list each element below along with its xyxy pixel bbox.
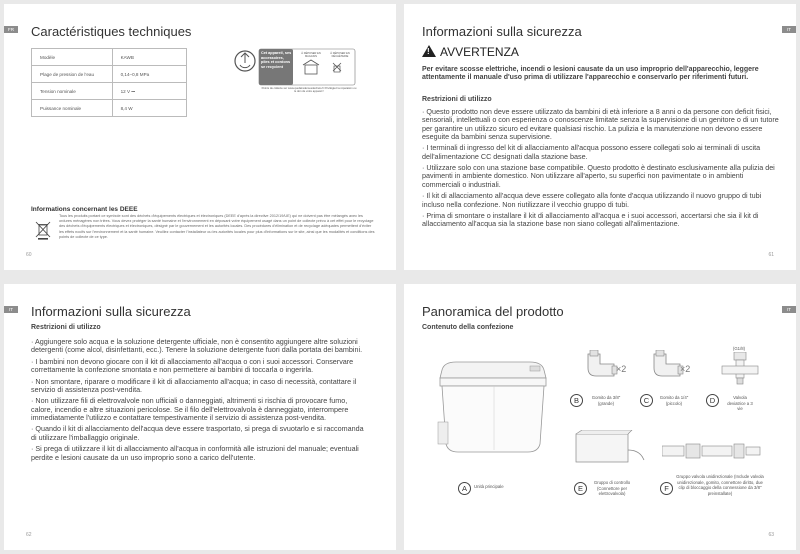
page-title: Informazioni sulla sicurezza (422, 24, 582, 39)
triman-recycling-logo (233, 43, 363, 97)
table-row: Puissance nominale 8,4 W (32, 100, 187, 117)
page-number: 63 (768, 532, 774, 538)
diverter-valve-illustration (720, 352, 760, 388)
page-title: Informazioni sulla sicurezza (31, 304, 191, 319)
warning-heading: ! AVVERTENZA (422, 45, 519, 59)
bullet-list (422, 108, 780, 232)
page-63 (404, 284, 796, 550)
list-item: · Quando il kit di allacciamento dell'acqua deve essere trasportato, si prega di svuotarlo e si raccomanda di utilizzare l'imballaggio originale. (31, 424, 364, 442)
warning-text: Per evitare scosse elettriche, incendi o lesioni causate da un uso improprio dell'apparecchio, leggere attentamente il manuale d'uso prima di utilizzare l'apparecchio e conservarlo per riferimenti futuri. (422, 66, 759, 81)
check-valve-label: Gruppo valvola unidirezionale (Include valvola unidirezionale, gomito, connettore diritto, due clip di bloccaggio della connessione da 3/8" preinstallate) (676, 474, 764, 496)
diverter-valve-label: Valvola deviatrice a 3 vie (727, 395, 753, 412)
deee-text: Tous les produits portant ce symbole sont des déchets d'équipements électriques et électroniques (DEEE d'après la directive 2012/19/UE) qui ne doivent pas être mélangés avec les ordures ménagères non triées. Vous devez protéger la santé humaine et l'environnement en déposant votre équipement usagé dans un point de collecte prévu à cet effet pour le recyclage des déchets d'équipements électriques et électroniques, désigné par le gouvernement et les autorités locales. Des procédures d'élimination et de recyclage adéquates permettent d'éviter les effets nocifs sur l'environnement et la santé humaine. Veuillez contacter l'installateur ou les autorités locales pour plus d'informations sur le site, ainsi que les modalités et conditions des points de collecte de ce type. (59, 214, 375, 239)
valve-size-label: (G1/8) (732, 346, 746, 351)
control-unit-label: Gruppo di controllo (Connettore per elettrovalvola) (593, 480, 631, 497)
list-item: · Questo prodotto non deve essere utilizzato da bambini di età inferiore a 8 anni o da persone con deficit fisici, sensoriali, intellettuali o con esperienza o conoscenze limitate senza la supervisione di un genitore o di un tutore per garantire un utilizzo sicuro ed evitare qualsiasi rischio. La pulizia e la manutenzione non devono essere eseguite da bambini senza supervisione. (422, 107, 779, 141)
spec-table (31, 48, 187, 117)
section-subheading: Restrizioni di utilizzo (31, 324, 101, 331)
table-row: Modèle KAWB (32, 49, 187, 66)
triman-store-label: À DÉPOSER EN MAGASIN (301, 52, 321, 58)
triman-headline: Cet appareil, ses accessoires, piles et cordons se recyclent (261, 51, 292, 69)
main-unit-label: Unità principale (474, 484, 504, 489)
page-number: 60 (26, 252, 32, 258)
check-valve-illustration (662, 438, 762, 464)
letter-e-badge: E (574, 482, 587, 495)
letter-b-badge: B (570, 394, 583, 407)
page-62 (4, 284, 396, 550)
page-title: Caractéristiques techniques (31, 24, 192, 39)
list-item: · Prima di smontare o installare il kit di allacciamento all'acqua e i suoi accessori, accertarsi che sia il kit di allacciamento all'acqua sia la stazione base non siano collegati all'alimentazione. (422, 211, 759, 229)
language-tab: IT (782, 26, 796, 33)
warning-icon: ! (422, 45, 436, 57)
table-row: Plage de pression de l'eau 0,14–0,8 MPa (32, 66, 187, 83)
letter-a-badge: A (458, 482, 471, 495)
quantity-b: ×2 (616, 364, 627, 374)
table-row: Tension nominale 12 V ⎓ (32, 83, 187, 100)
letter-f-badge: F (660, 482, 673, 495)
deee-heading: Informations concernant les DEEE (31, 206, 138, 213)
language-tab: FR (4, 26, 18, 33)
list-item: · Non smontare, riparare o modificare il kit di allacciamento all'acqua; in caso di necessità, contattare il servizio di assistenza post-vendita. (31, 376, 357, 394)
section-subheading: Contenuto della confezione (422, 324, 514, 331)
main-unit-illustration (434, 360, 552, 466)
list-item: · I terminali di ingresso del kit di allacciamento all'acqua possono essere collegati solo ai terminali di uscita dell'alimentazione CC designati dalla stazione base. (422, 143, 761, 161)
list-item: · Il kit di allacciamento all'acqua deve essere collegato alla fonte d'acqua utilizzando il nuovo gruppo di tubi incluso nella confezione. Non riutilizzare il vecchio gruppo di tubi. (422, 191, 762, 209)
control-unit-illustration (572, 430, 648, 470)
list-item: · Non utilizzare fili di elettrovalvole non ufficiali o danneggiati, altrimenti si rischia di provocare fumo, calore, incendio e altre situazioni pericolose. Se il filo dell'elettrovalvola è danneggiato, interrompere immediatamente l'utilizzo e contattare tempestivamente il servizio di assistenza post-vendita. (31, 396, 349, 422)
small-elbow-label: Gomito da 1/4" (piccolo) (659, 395, 689, 406)
page-title: Panoramica del prodotto (422, 304, 564, 319)
language-tab: IT (4, 306, 18, 313)
section-subheading: Restrizioni di utilizzo (422, 96, 492, 103)
small-elbow-illustration (650, 350, 684, 384)
crossed-bin-icon (35, 220, 51, 240)
list-item: · Aggiungere solo acqua e la soluzione detergente ufficiale, non è consentito aggiungere altre soluzioni detergenti (come alcol, disinfettanti, ecc.). Tenere la soluzione detergente fuori dalla portata dei bambini. (31, 337, 363, 355)
large-elbow-illustration (584, 350, 618, 384)
large-elbow-label: Gomito da 3/8" (grande) (591, 395, 621, 406)
page-number: 62 (26, 532, 32, 538)
triman-footer: Points de collecte sur www.quefairedemesdechets.fr Privilégiez la réparation ou le don de votre appareil ! (261, 87, 357, 94)
list-item: · Si prega di utilizzare il kit di allacciamento all'acqua in conformità alle istruzioni del manuale; eventuali perdite e lesioni causate da un uso improprio sono a carico dell'utente. (31, 444, 359, 462)
list-item: · I bambini non devono giocare con il kit di allacciamento all'acqua o con i suoi accessori. Conservare correttamente la confezione smontata e non permettere ai bambini di toccarla o ingerirla. (31, 356, 354, 375)
quantity-c: ×2 (680, 364, 691, 374)
triman-dump-label: À DÉPOSER EN DÉCHÈTERIE (330, 52, 350, 58)
list-item: · Utilizzare solo con una stazione base compatibile. Questo prodotto è destinato esclusivamente alla pulizia dei pavimenti in ambiente domestico. Non utilizzare all'aperto, su superfici non pavimentate o in ambienti commerciali o industriali. (422, 163, 775, 189)
language-tab: IT (782, 306, 796, 313)
page-60 (4, 4, 396, 270)
page-61 (404, 4, 796, 270)
bullet-list (31, 338, 367, 465)
letter-c-badge: C (640, 394, 653, 407)
letter-d-badge: D (706, 394, 719, 407)
page-number: 61 (768, 252, 774, 258)
